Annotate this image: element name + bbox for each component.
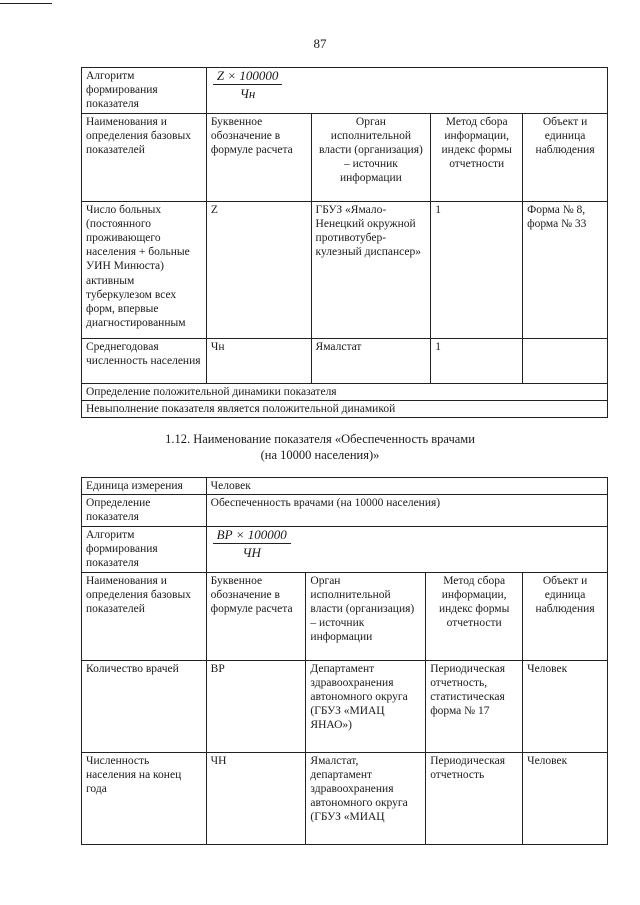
- formula-numerator: Z × 100000: [213, 69, 283, 85]
- section-heading-line-2: (на 10000 населения)»: [260, 448, 380, 462]
- table-cell: Число больных (постоянного проживающего населения + больные УИН Минюста) активным туберкулезом всех форм, впервые диагностированным: [82, 201, 207, 338]
- header-cell: Метод сбора информации, индекс формы отчетности: [426, 572, 523, 660]
- table-cell: Чн: [206, 338, 311, 383]
- table-cell: Ямалстат, департамент здравоохранения автономного округа (ГБУЗ «МИАЦ: [306, 752, 426, 844]
- header-cell: Наименования и определения базовых показателей: [82, 572, 207, 660]
- table-cell: Периодическая отчетность: [426, 752, 523, 844]
- header-cell: Объект и единица наблюдения: [523, 113, 608, 201]
- formula-cell: [206, 526, 607, 572]
- table-cell: Ямалстат: [311, 338, 431, 383]
- header-cell: Метод сбора информации, индекс формы отчетности: [431, 113, 523, 201]
- corner-rule: [0, 3, 52, 4]
- formula-cell: [206, 68, 607, 114]
- table-cell: Z: [206, 201, 311, 338]
- table-cell: Количество врачей: [82, 660, 207, 752]
- header-cell: Орган исполнительной власти (организация) – источник информации: [306, 572, 426, 660]
- table-row: [82, 201, 608, 338]
- table-cell: [523, 338, 608, 383]
- table-row: [82, 752, 608, 844]
- table-cell: Человек: [523, 660, 608, 752]
- formula: [213, 69, 283, 101]
- unit-label: Единица измерения: [82, 478, 207, 495]
- formula: [213, 528, 291, 560]
- header-cell: Наименования и определения базовых показателей: [82, 113, 207, 201]
- table-cell: ВР: [206, 660, 306, 752]
- table-cell: Человек: [523, 752, 608, 844]
- definition-value: Обеспеченность врачами (на 10000 населения): [206, 495, 607, 526]
- formula-denominator: ЧН: [242, 544, 261, 560]
- section-heading-line-1: 1.12. Наименование показателя «Обеспеченность врачами: [165, 432, 475, 446]
- unit-value: Человек: [206, 478, 607, 495]
- header-cell: Буквенное обозначение в формуле расчета: [206, 572, 306, 660]
- table-row: [82, 660, 608, 752]
- table-cell: Среднегодовая численность населения: [82, 338, 207, 383]
- formula-numerator: ВР × 100000: [213, 528, 291, 544]
- formula-denominator: Чн: [239, 86, 256, 102]
- indicator-table-2: [81, 477, 608, 845]
- table-cell: Численность населения на конец года: [82, 752, 207, 844]
- header-cell: Орган исполнительной власти (организация) – источник информации: [311, 113, 431, 201]
- table-cell: ЧН: [206, 752, 306, 844]
- table-cell: 1: [431, 201, 523, 338]
- definition-label: Определение показателя: [82, 495, 207, 526]
- table-cell: Периодическая отчетность, статистическая форма № 17: [426, 660, 523, 752]
- algorithm-label: Алгоритм формирования показателя: [82, 68, 207, 114]
- table-cell: Форма № 8, форма № 33: [523, 201, 608, 338]
- header-cell: Буквенное обозначение в формуле расчета: [206, 113, 311, 201]
- header-cell: Объект и единица наблюдения: [523, 572, 608, 660]
- table-cell: Департамент здравоохранения автономного округа (ГБУЗ «МИАЦ ЯНАО»): [306, 660, 426, 752]
- positive-dynamics-definition: Определение положительной динамики показателя: [82, 383, 608, 400]
- page-number: 87: [313, 36, 327, 51]
- positive-dynamics-note: Невыполнение показателя является положительной динамикой: [82, 400, 608, 417]
- algorithm-label: Алгоритм формирования показателя: [82, 526, 207, 572]
- indicator-table-1: [81, 67, 608, 418]
- table-row: [82, 338, 608, 383]
- section-heading: [0, 431, 640, 463]
- table-cell: ГБУЗ «Ямало-Ненецкий окружной противотубер-кулезный диспансер»: [311, 201, 431, 338]
- table-cell: 1: [431, 338, 523, 383]
